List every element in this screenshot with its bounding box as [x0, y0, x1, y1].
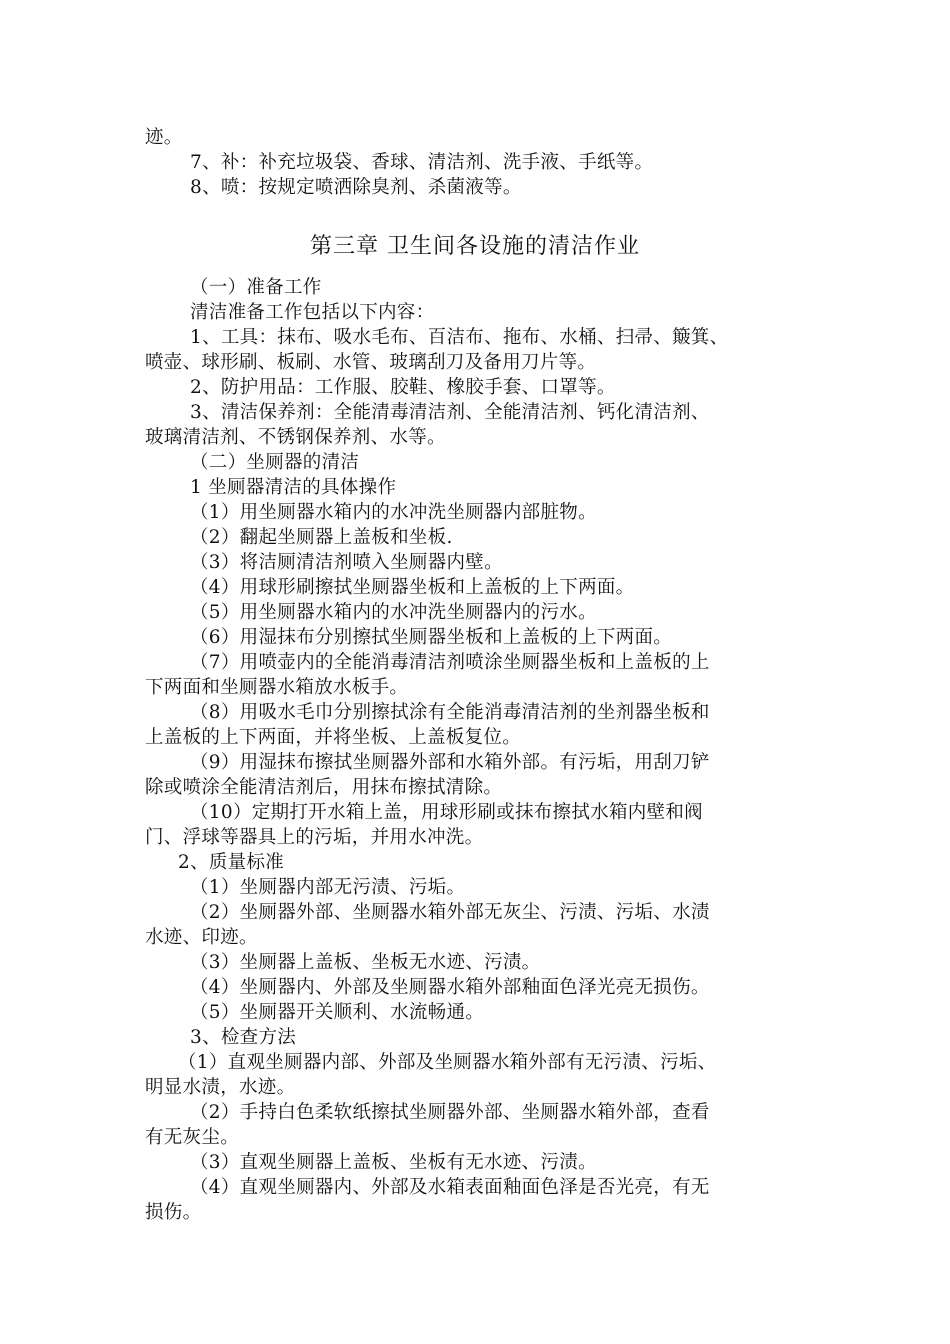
subsection-heading: 1 坐厕器清洁的具体操作: [190, 477, 397, 498]
text-line: 下两面和坐厕器水箱放水板手。: [145, 677, 409, 698]
text-line: （2）坐厕器外部、坐厕器水箱外部无灰尘、污渍、污垢、水渍: [190, 902, 710, 923]
chapter-title: 第三章 卫生间各设施的清洁作业: [310, 234, 640, 259]
text-line: 明显水渍，水迹。: [145, 1077, 296, 1098]
text-line: （4）坐厕器内、外部及坐厕器水箱外部釉面色泽光亮无损伤。: [190, 977, 710, 998]
text-line: （2）手持白色柔软纸擦拭坐厕器外部、坐厕器水箱外部，查看: [190, 1102, 710, 1123]
text-line: （9）用湿抹布擦拭坐厕器外部和水箱外部。有污垢，用刮刀铲: [190, 752, 710, 773]
text-line: （3）直观坐厕器上盖板、坐板有无水迹、污渍。: [190, 1152, 597, 1173]
text-line: （7）用喷壶内的全能消毒清洁剂喷涂坐厕器坐板和上盖板的上: [190, 652, 710, 673]
text-line: 有无灰尘。: [145, 1127, 240, 1148]
text-line: （10）定期打开水箱上盖，用球形刷或抹布擦拭水箱内壁和阀: [190, 802, 703, 823]
text-line: （1）坐厕器内部无污渍、污垢。: [190, 877, 466, 898]
text-line: 玻璃清洁剂、不锈钢保养剂、水等。: [145, 427, 446, 448]
text-line: （5）坐厕器开关顺利、水流畅通。: [190, 1002, 485, 1023]
text-line: 门、浮球等器具上的污垢，并用水冲洗。: [145, 827, 484, 848]
text-line: （3）将洁厕清洁剂喷入坐厕器内壁。: [190, 552, 503, 573]
text-line: 除或喷涂全能清洁剂后，用抹布擦拭清除。: [145, 777, 503, 798]
text-line: 8、喷：按规定喷洒除臭剂、杀菌液等。: [190, 177, 522, 198]
text-line: （1）用坐厕器水箱内的水冲洗坐厕器内部脏物。: [190, 502, 597, 523]
text-line: （4）用球形刷擦拭坐厕器坐板和上盖板的上下两面。: [190, 577, 635, 598]
text-line: 迹。: [145, 127, 183, 148]
section-heading: （二）坐厕器的清洁: [190, 452, 360, 473]
subsection-heading: 3、检查方法: [190, 1027, 297, 1048]
text-line: 7、补：补充垃圾袋、香球、清洁剂、洗手液、手纸等。: [190, 152, 654, 173]
subsection-heading: 2、质量标准: [178, 852, 285, 873]
text-line: 3、清洁保养剂：全能清毒清洁剂、全能清洁剂、钙化清洁剂、: [190, 402, 710, 423]
text-line: 2、防护用品：工作服、胶鞋、橡胶手套、口罩等。: [190, 377, 616, 398]
text-line: （6）用湿抹布分别擦拭坐厕器坐板和上盖板的上下两面。: [190, 627, 673, 648]
text-line: 喷壶、球形刷、板刷、水管、玻璃刮刀及备用刀片等。: [145, 352, 597, 373]
text-line: 上盖板的上下两面，并将坐板、上盖板复位。: [145, 727, 522, 748]
text-line: 1、工具：抹布、吸水毛布、百洁布、拖布、水桶、扫帚、簸箕、: [190, 327, 729, 348]
text-line: 损伤。: [145, 1202, 202, 1223]
text-line: （5）用坐厕器水箱内的水冲洗坐厕器内的污水。: [190, 602, 597, 623]
text-line: （2）翻起坐厕器上盖板和坐板.: [190, 527, 453, 548]
text-line: （3）坐厕器上盖板、坐板无水迹、污渍。: [190, 952, 541, 973]
section-heading: （一）准备工作: [190, 277, 322, 298]
text-line: （1）直观坐厕器内部、外部及坐厕器水箱外部有无污渍、污垢、: [178, 1052, 717, 1073]
text-line: 清洁准备工作包括以下内容：: [190, 302, 435, 323]
text-line: （4）直观坐厕器内、外部及水箱表面釉面色泽是否光亮，有无: [190, 1177, 710, 1198]
text-line: （8）用吸水毛巾分别擦拭涂有全能消毒清洁剂的坐剂器坐板和: [190, 702, 710, 723]
text-line: 水迹、印迹。: [145, 927, 258, 948]
